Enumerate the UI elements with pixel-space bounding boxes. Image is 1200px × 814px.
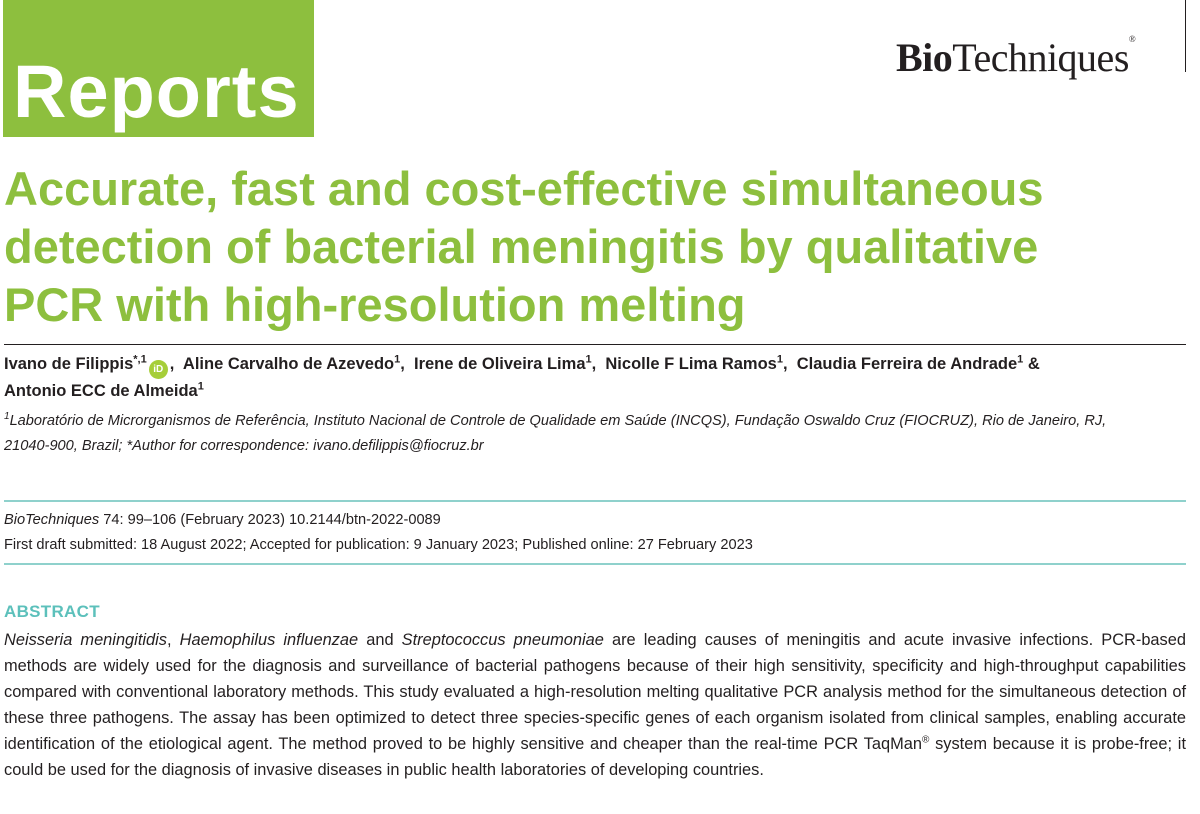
author-separator: , <box>169 355 175 373</box>
author-and: & <box>1027 355 1040 373</box>
author-name: Antonio ECC de Almeida <box>4 382 198 400</box>
author-name: Aline Carvalho de Azevedo <box>182 355 395 373</box>
correspondence-line: 21040-900, Brazil; *Author for correspondence: ivano.defilippis@fiocruz.br <box>4 438 484 454</box>
author-name: Ivano de Filippis <box>4 355 134 373</box>
author-separator: , <box>400 355 405 373</box>
affiliation-mark: 1 <box>4 411 10 423</box>
journal-logo <box>896 34 1196 84</box>
abstract-text <box>4 627 1186 783</box>
header-divider <box>1185 0 1186 72</box>
author-name: Nicolle F Lima Ramos <box>605 355 777 373</box>
section-label-tab <box>3 0 314 137</box>
abstract-heading: ABSTRACT <box>4 602 100 621</box>
author-name: Claudia Ferreira de Andrade <box>796 355 1018 373</box>
article-title <box>4 160 1184 334</box>
citation-journal: BioTechniques <box>4 512 100 528</box>
abstract-body-end: system because it is probe-free; it could be used for the diagnosis of invasive diseases in public health laboratories of developing countries. <box>4 735 1186 779</box>
author-affil-mark: 1 <box>585 353 592 366</box>
abstract-separator: and <box>358 631 402 649</box>
affiliation <box>4 409 1194 459</box>
section-label: Reports <box>13 50 300 133</box>
species-name: Streptococcus pneumoniae <box>401 631 604 649</box>
author-name: Irene de Oliveira Lima <box>414 355 586 373</box>
abstract-body: are leading causes of meningitis and acute invasive infections. PCR-based methods are widely used for the diagnosis and surveillance of bacterial pathogens because of their high sensitivity, specificity and high-throughput capabilities compared with conventional laboratory methods. This study evaluated a high-resolution melting qualitative PCR analysis method for the simultaneous detection of these three pathogens. The assay has been optimized to detect three species-specific genes of each organism isolated from clinical samples, enabling accurate identification of the etiological agent. The method proved to be highly sensitive and cheaper than the real-time PCR TaqMan <box>4 631 1186 753</box>
author-affil-mark: *,1 <box>133 353 147 366</box>
author-separator: , <box>591 355 597 373</box>
author-list <box>4 352 1194 403</box>
author-affil-mark: 1 <box>197 380 204 393</box>
citation-divider-bottom <box>4 563 1186 565</box>
journal-logo-mark: ® <box>1128 34 1136 44</box>
journal-logo-bold: Bio <box>896 35 953 80</box>
journal-logo-regular: Techniques <box>952 35 1129 80</box>
title-line: Accurate, fast and cost-effective simultaneous <box>4 162 1044 215</box>
abstract-separator: , <box>166 631 180 649</box>
citation-details: 74: 99–106 (February 2023) 10.2144/btn-2022-0089 <box>99 512 441 528</box>
affiliation-line: Laboratório de Microrganismos de Referência, Instituto Nacional de Controle de Qualidade em Saúde (INCQS), Fundação Oswaldo Cruz (FIOCRUZ), Rio de Janeiro, RJ, <box>9 413 1107 429</box>
author-affil-mark: 1 <box>394 353 401 366</box>
title-divider <box>4 344 1186 345</box>
species-name: Haemophilus influenzae <box>179 631 359 649</box>
title-line: PCR with high-resolution melting <box>4 278 746 331</box>
article-dates: First draft submitted: 18 August 2022; Accepted for publication: 9 January 2023; Published online: 27 February 2023 <box>4 537 753 553</box>
author-separator: , <box>782 355 788 373</box>
title-line: detection of bacterial meningitis by qualitative <box>4 220 1039 273</box>
registered-mark: ® <box>921 734 930 746</box>
orcid-icon[interactable]: iD <box>149 360 168 379</box>
citation-divider-top <box>4 500 1186 502</box>
author-affil-mark: 1 <box>776 353 783 366</box>
citation-block <box>4 508 1194 558</box>
author-affil-mark: 1 <box>1017 353 1024 366</box>
species-name: Neisseria meningitidis <box>4 631 167 649</box>
